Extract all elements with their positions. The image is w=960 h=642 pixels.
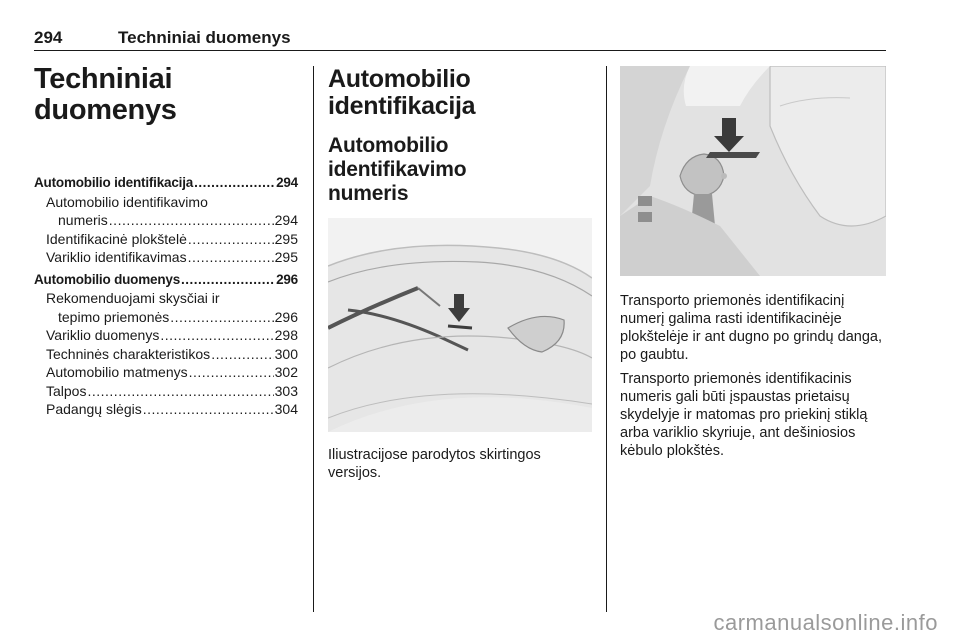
column-divider (606, 66, 607, 612)
toc-entry-link[interactable]: Techninės charakteristikos ..... 300 (34, 345, 298, 364)
chapter-title-line2: duomenys (34, 94, 177, 126)
toc-column (34, 64, 298, 419)
toc-entry-link[interactable]: Padangų slėgis ..... 304 (34, 400, 298, 419)
toc-entry-link[interactable]: Automobilio matmenys ..... 302 (34, 363, 298, 382)
subsection-title: Automobilio identifikavimo numeris (328, 134, 467, 205)
table-of-contents (34, 174, 298, 419)
toc-entry-line[interactable]: Automobilio identifikavimo (46, 193, 208, 210)
chapter-title-line1: Techniniai (34, 63, 173, 95)
chapter-title (34, 64, 298, 126)
toc-entry-link[interactable]: tepimo priemonės ..... 296 (34, 308, 298, 327)
running-title: Techniniai duomenys (118, 28, 291, 47)
page-header (34, 28, 886, 51)
toc-section-link[interactable]: Automobilio duomenys ..... 296 (34, 271, 298, 290)
section-title: Automobilio identifikacija (328, 65, 476, 120)
section-column (328, 66, 592, 482)
toc-entry-link[interactable]: Talpos ..... 303 (34, 382, 298, 401)
paragraph-1: Transporto priemonės identifikacinį numerį galima rasti identifikacinėje plokštelėje ir ant dugno po grindų danga, po gaubtu. (620, 293, 882, 363)
toc-entry-link[interactable]: Variklio duomenys ..... 298 (34, 326, 298, 345)
figure-caption: Iliustracijose parodytos skirtingos versijos. (328, 447, 541, 481)
toc-entry-link[interactable]: Identifikacinė plokštelė ..... 295 (34, 230, 298, 249)
page-number: 294 (34, 28, 63, 47)
windshield-vin-illustration (328, 218, 592, 432)
toc-section-link[interactable]: Automobilio identifikacija ..... 294 (34, 174, 298, 193)
floor-vin-illustration (620, 66, 886, 276)
watermark: carmanualsonline.info (713, 610, 938, 635)
toc-entry-line[interactable]: Rekomenduojami skysčiai ir (46, 290, 220, 306)
column-divider (313, 66, 314, 612)
toc-entry-link[interactable]: numeris ..... 294 (34, 211, 298, 230)
toc-entry-link[interactable]: Variklio identifikavimas ..... 295 (34, 248, 298, 267)
text-column (620, 66, 886, 460)
paragraph-2: Transporto priemonės identifikacinis numeris gali būti įspaustas prietaisų skydelyje ir matomas pro priekinį stiklą arba variklio skyriuje, ant dešiniosios kėbulo plokštės. (620, 371, 868, 459)
